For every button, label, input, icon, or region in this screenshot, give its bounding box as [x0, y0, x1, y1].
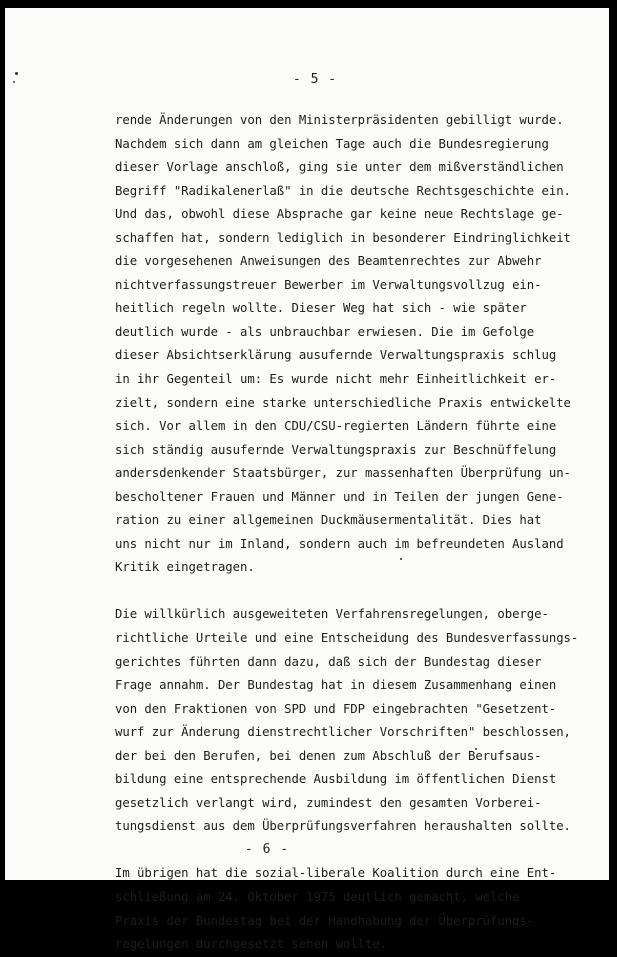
- text-line: bescholtener Frauen und Männer und in Teilen der jungen Gene-: [115, 489, 564, 504]
- text-line: der bei den Berufen, bei denen zum Abschluß der Berufsaus-: [115, 748, 542, 763]
- page-number-top: - 5 -: [292, 72, 338, 87]
- text-line: die vorgesehenen Anweisungen des Beamtenrechtes zur Abwehr: [115, 254, 542, 269]
- text-line: von den Fraktionen von SPD und FDP eingebrachten "Gesetzent-: [115, 701, 557, 716]
- text-line: uns nicht nur im Inland, sondern auch im befreundeten Ausland: [115, 536, 564, 551]
- text-line: tungsdienst aus dem Überprüfungsverfahren heraushalten sollte.: [115, 819, 571, 834]
- text-line: sich ständig ausufernde Verwaltungspraxis zur Beschnüffelung: [115, 442, 557, 457]
- text-line: dieser Vorlage anschloß, ging sie unter dem mißverständlichen: [115, 160, 564, 175]
- text-line: wurf zur Änderung dienstrechtlicher Vorschriften" beschlossen,: [115, 725, 571, 740]
- body-text: [115, 109, 595, 957]
- text-line: sich. Vor allem in den CDU/CSU-regierten Ländern führte eine: [115, 419, 557, 434]
- page-number-bottom: - 6 -: [244, 842, 290, 857]
- text-line: deutlich wurde - als unbrauchbar erwiesen. Die im Gefolge: [115, 324, 535, 339]
- text-line: Nachdem sich dann am gleichen Tage auch die Bundesregierung: [115, 136, 549, 151]
- text-line: bildung eine entsprechende Ausbildung im öffentlichen Dienst: [115, 772, 557, 787]
- text-line: Frage annahm. Der Bundestag hat in diesem Zusammenhang einen: [115, 678, 557, 693]
- text-line: nichtverfassungstreuer Bewerber im Verwaltungsvollzug ein-: [115, 277, 542, 292]
- text-line: rende Änderungen von den Ministerpräsidenten gebilligt wurde.: [115, 113, 564, 127]
- text-line: Kritik eingetragen.: [115, 560, 255, 575]
- text-line: regelungen durchgesetzt sehen wollte.: [115, 937, 388, 952]
- text-line: gesetzlich verlangt wird, zumindest den gesamten Vorberei-: [115, 795, 542, 810]
- paragraph-1: [115, 109, 595, 580]
- text-line: Im übrigen hat die sozial-liberale Koalition durch eine Ent-: [115, 866, 557, 881]
- text-line: heitlich regeln wollte. Dieser Weg hat sich - wie später: [115, 301, 527, 316]
- text-line: in ihr Gegenteil um: Es wurde nicht mehr Einheitlichkeit er-: [115, 372, 557, 387]
- text-line: ration zu einer allgemeinen Duckmäusermentalität. Dies hat: [115, 513, 542, 528]
- text-line: zielt, sondern eine starke unterschiedliche Praxis entwickelte: [115, 395, 571, 410]
- text-line: Die willkürlich ausgeweiteten Verfahrensregelungen, oberge-: [115, 607, 549, 622]
- text-line: gerichtes führten dann dazu, daß sich der Bundestag dieser: [115, 654, 542, 669]
- paragraph-spacer: [115, 580, 595, 604]
- text-line: schaffen hat, sondern lediglich in besonderer Eindringlichkeit: [115, 230, 571, 245]
- text-line: schließung am 24. Oktober 1975 deutlich gemacht, welche: [115, 889, 520, 904]
- document-page: [5, 8, 609, 952]
- paragraph-3: [115, 862, 595, 956]
- text-line: dieser Absichtserklärung ausufernde Verwaltungspraxis schlug: [115, 348, 557, 363]
- text-line: richtliche Urteile und eine Entscheidung des Bundesverfassungs-: [115, 630, 579, 645]
- paragraph-2: [115, 603, 595, 838]
- text-line: Und das, obwohl diese Absprache gar keine neue Rechtslage ge-: [115, 207, 564, 222]
- text-line: Begriff "Radikalenerlaß" in die deutsche Rechtsgeschichte ein.: [115, 183, 571, 198]
- text-line: andersdenkender Staatsbürger, zur massenhaften Überprüfung un-: [115, 466, 571, 481]
- text-line: Praxis der Bundestag bei der Handhabung der Überprüfungs-: [115, 913, 535, 928]
